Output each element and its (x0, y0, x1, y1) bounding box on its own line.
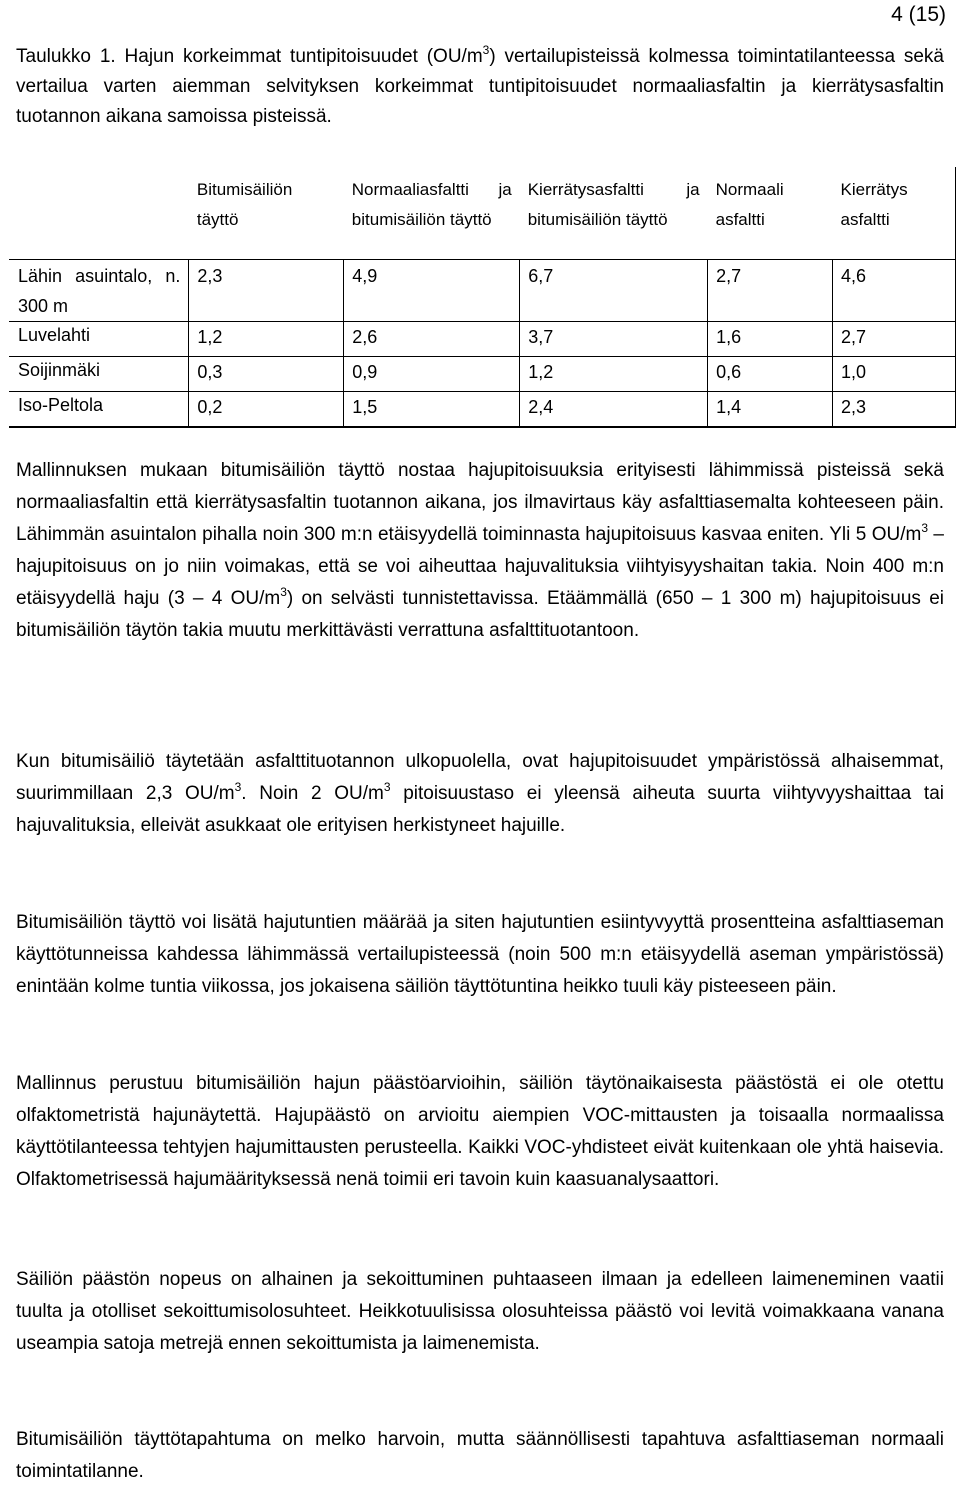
table-row (9, 392, 956, 428)
table-row (9, 260, 956, 322)
table-cell: 2,3 (833, 392, 956, 428)
header-cell-recycled-asphalt: Kierrätys asfaltti (833, 167, 956, 260)
row-label: Soijinmäki (9, 357, 189, 392)
table-cell: 1,0 (833, 357, 956, 392)
table-row (9, 322, 956, 357)
superscript: 3 (921, 520, 929, 535)
caption-text-start: Taulukko 1. Hajun korkeimmat tuntipitoisuudet (OU/m (16, 46, 483, 67)
header-cell-normal-asphalt: Normaali asfaltti (708, 167, 833, 260)
odour-concentration-table (9, 167, 956, 428)
row-label: Lähin asuintalo, n. 300 m (9, 260, 189, 322)
header-cell-bitumen-tank-filling: Bitumisäiliön täyttö (189, 167, 344, 260)
page-number: 4 (15) (891, 3, 946, 26)
caption-superscript: 3 (482, 42, 490, 57)
body-paragraph-1: Mallinnuksen mukaan bitumisäiliön täyttö nostaa hajupitoisuuksia erityisesti lähimmissä pisteissä sekä normaaliasfaltin että kierrätysasfaltin tuotannon aikana, jos ilmavirtaus käy asfalttiasemalta kohteeseen päin. Lähimmän asuintalon pihalla noin 300 m:n etäisyydellä toiminnasta hajupitoisuus kasvaa eniten. Yli 5 $OU/m^3$ – hajupitoisuus on jo niin voimakas, että se voi aiheuttaa hajuvalituksia viihtyisyyshaitan takia. Noin 400 m:n etäisyydellä haju (3 – 4 $OU/m^3$) on selvästi tunnistettavissa. Etäämmällä (650 – 1 300 m) hajupitoisuus ei bitumisäiliön täytön takia muutu merkittävästi verrattuna asfalttituotantoon. (16, 460, 944, 641)
body-paragraph-6: Bitumisäiliön täyttötapahtuma on melko harvoin, mutta säännöllisesti tapahtuva asfalttiaseman normaali toimintatilanne. (16, 1429, 944, 1482)
table-cell: 1,6 (708, 322, 833, 357)
table-cell: 0,9 (344, 357, 520, 392)
row-label: Iso-Peltola (9, 392, 189, 428)
superscript: 3 (383, 779, 391, 794)
table-cell: 0,2 (189, 392, 344, 428)
table-cell: 0,6 (708, 357, 833, 392)
table-cell: 1,2 (189, 322, 344, 357)
superscript: 3 (280, 584, 287, 599)
table-cell: 2,3 (189, 260, 344, 322)
table-caption (16, 42, 944, 132)
table-cell: 2,7 (833, 322, 956, 357)
header-cell-recycled-asphalt-and-filling: Kierrätysasfaltti ja bitumisäiliön täyttö (520, 167, 708, 260)
body-paragraph-2: Kun bitumisäiliö täytetään asfalttituotannon ulkopuolella, ovat hajupitoisuudet ympäristössä alhaisemmat, suurimmillaan 2,3 $OU/m^3$. Noin 2 $OU/m^3$ pitoisuustaso ei yleensä aiheuta suurta viihtyvyyshaittaa tai hajuvalituksia, elleivät asukkaat ole erityisen herkistyneet hajuille. (16, 751, 944, 836)
table-cell: 4,9 (344, 260, 520, 322)
table-cell: 3,7 (520, 322, 708, 357)
table-cell: 6,7 (520, 260, 708, 322)
table-row (9, 357, 956, 392)
body-paragraph-4: Mallinnus perustuu bitumisäiliön hajun päästöarvioihin, säiliön täytönaikaisesta päästöstä ei ole otettu olfaktometristä hajunäytettä. Hajupäästö on arvioitu aiempien VOC-mittausten ja toisaalla normaalissa käyttötilanteessa tehtyjen hajumittausten perusteella. Kaikki VOC-yhdisteet eivät kuitenkaan ole yhtä haisevia. Olfaktometrisessä hajumäärityksessä nenä toimii eri tavoin kuin kaasuanalysaattori. (16, 1073, 944, 1190)
table-cell: 1,5 (344, 392, 520, 428)
row-label: Luvelahti (9, 322, 189, 357)
body-paragraph-3: Bitumisäiliön täyttö voi lisätä hajutuntien määrää ja siten hajutuntien esiintyvyyttä prosentteina asfalttiaseman käyttötunneissa kahdessa lähimmässä vertailupisteessä (noin 500 m:n etäisyydellä aseman ympäristössä) enintään kolme tuntia viikossa, jos jokaisena säiliön täyttötuntina heikko tuuli käy pisteeseen päin. (16, 912, 944, 997)
table-header-row (9, 167, 956, 260)
table-cell: 1,4 (708, 392, 833, 428)
caption-text-end: ) vertailupisteissä kolmessa toimintatilanteessa sekä vertailua varten aiemman selvityksen korkeimmat tuntipitoisuudet normaaliasfaltin ja kierrätysasfaltin tuotannon aikana samoissa pisteissä. (16, 46, 945, 127)
header-corner-cell (9, 167, 189, 260)
body-paragraph-5: Säiliön päästön nopeus on alhainen ja sekoittuminen puhtaaseen ilmaan ja edelleen laimeneminen vaatii tuulta ja otolliset sekoittumisolosuhteet. Heikkotuulisissa olosuhteissa päästö voi levitä voimakkaana vanana useampia satoja metrejä ennen sekoittumista ja laimenemista. (16, 1269, 944, 1354)
header-cell-normal-asphalt-and-filling: Normaaliasfaltti ja bitumisäiliön täyttö (344, 167, 520, 260)
table-cell: 2,7 (708, 260, 833, 322)
table-cell: 2,4 (520, 392, 708, 428)
table-cell: 4,6 (833, 260, 956, 322)
table-cell: 1,2 (520, 357, 708, 392)
superscript: 3 (234, 779, 242, 794)
table-cell: 0,3 (189, 357, 344, 392)
table-cell: 2,6 (344, 322, 520, 357)
